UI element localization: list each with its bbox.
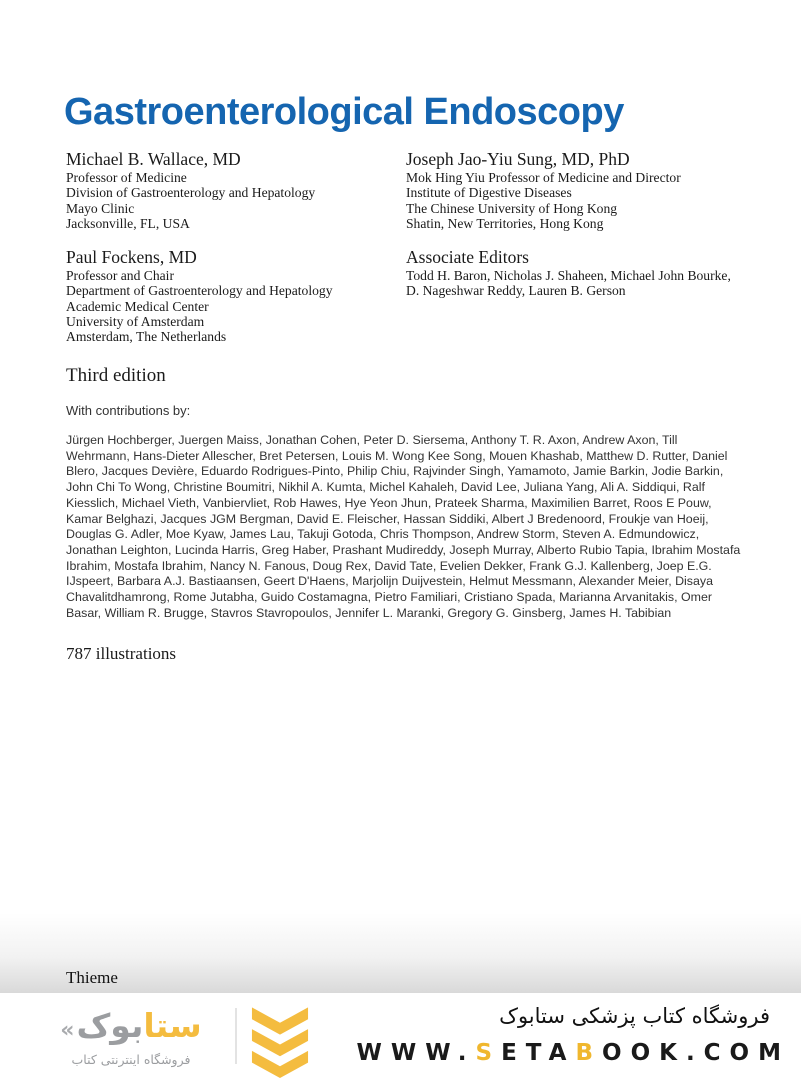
editor-detail: Shatin, New Territories, Hong Kong: [406, 215, 604, 231]
editor-detail: Mok Hing Yiu Professor of Medicine and Director: [406, 170, 681, 185]
editor-detail: Professor of Medicine: [66, 170, 187, 185]
logo-divider: [235, 1008, 237, 1064]
logo-text-yellow: ستا: [143, 1006, 202, 1045]
editor-name: Michael B. Wallace, MD: [66, 149, 241, 169]
editor-name: Paul Fockens, MD: [66, 247, 197, 267]
website-url: [357, 1040, 791, 1066]
editor-block-sung: [406, 149, 746, 231]
contributions-label: With contributions by:: [66, 403, 191, 418]
logo-text-gray: بوک: [76, 1006, 144, 1045]
editor-detail: The Chinese University of Hong Kong: [406, 200, 618, 216]
illustrations-count: 787 illustrations: [66, 644, 177, 663]
url-segment-highlight: B: [575, 1040, 603, 1066]
url-segment: ETA: [501, 1040, 576, 1066]
editor-detail: Mayo Clinic: [66, 200, 135, 216]
editor-detail: Professor and Chair: [66, 268, 174, 283]
editor-detail: University of Amsterdam: [66, 313, 205, 329]
editor-detail: Academic Medical Center: [66, 298, 209, 314]
editor-detail: Amsterdam, The Netherlands: [66, 329, 227, 345]
setabook-watermark-banner: [0, 1000, 801, 1079]
editor-name: Joseph Jao-Yiu Sung, MD, PhD: [406, 149, 630, 169]
setabook-logo-wordmark: [32, 1006, 230, 1045]
editor-detail: Division of Gastroenterology and Hepatology: [66, 185, 316, 201]
edition-label: Third edition: [66, 365, 166, 386]
associate-editors-block: [406, 247, 746, 299]
editor-detail: Department of Gastroenterology and Hepatology: [66, 283, 333, 299]
associate-editor-names: Todd H. Baron, Nicholas J. Shaheen, Michael John Bourke,: [406, 268, 731, 283]
contributors-paragraph: Jürgen Hochberger, Juergen Maiss, Jonathan Cohen, Peter D. Siersema, Anthony T. R. Axon, Andrew Axon, Till Wehrmann, Hans-Dieter Allescher, Bret Petersen, Louis M. Wong Kee Song, Mouen Khashab, Matthew D. Rutter, Daniel Blero, Jacques Devière, Eduardo Rodrigues-Pinto, Philip Chiu, Rajvinder Singh, Yamamoto, Jamie Barkin, Jodie Barkin, John Chi To Wong, Christine Boumitri, Nikhil A. Kumta, Michel Kahaleh, David Lee, Juliana Yang, Ali A. Siddiqui, Ralf Kiesslich, Michael Vieth, Vanbiervliet, Rob Hawes, Hye Yeon Jhun, Prateek Sharma, Maximilien Barret, Roos E Pouw, Kamar Belghazi, Jacques JGM Bergman, David E. Fleischer, Hassan Siddiki, Albert J Bredenoord, Froukje van Hoeij, Douglas G. Adler, Moe Kyaw, James Lau, Takuji Gotoda, Chris Thompson, Andrew Storm, Steven A. Edmundowicz, Jonathan Leighton, Lucinda Harris, Greg Haber, Prashant Mudireddy, Joseph Murray, Alberto Rubio Tapia, Ibrahim Mostafa Ibrahim, Mostafa Ibrahim, Nancy N. Fanous, Doug Rex, David Tate, Evelien Dekker, Frank G.J. Kallenberg, Joep E.G. IJspeert, Barbara A.J. Bastiaansen, Geert D'Haens, Marjolijn Duijvestein, Helmut Messmann, Alexander Meier, Disaya Chavalitdhamrong, Rome Jutabha, Guido Costamagna, Pietro Familiari, Cristiano Spada, Marianna Arvanitakis, Omer Basar, William R. Brugge, Stavros Stavropoulos, Jennifer L. Maranki, Gregory G. Ginsberg, James H. Tabibian: [66, 433, 741, 620]
editor-block-wallace: [66, 149, 406, 231]
url-segment: WWW.: [356, 1040, 476, 1066]
setabook-chevron-emblem-icon: [248, 1002, 312, 1079]
associate-editors-heading: Associate Editors: [406, 247, 529, 267]
logo-subtitle: فروشگاه اینترنتی کتاب: [71, 1052, 191, 1067]
url-segment: OOK.COM: [602, 1040, 790, 1066]
editor-block-fockens: [66, 247, 406, 344]
page-bottom-shade: [0, 913, 801, 993]
guillemet-icon: «: [60, 1018, 75, 1043]
page-title: Gastroenterological Endoscopy: [64, 91, 624, 134]
associate-editor-names: D. Nageshwar Reddy, Lauren B. Gerson: [406, 283, 626, 299]
store-name-persian: فروشگاه کتاب پزشکی ستابوک: [499, 1004, 770, 1028]
publisher-name: Thieme: [66, 968, 118, 987]
url-segment-highlight: S: [475, 1040, 502, 1066]
editor-detail: Jacksonville, FL, USA: [66, 215, 190, 231]
editor-detail: Institute of Digestive Diseases: [406, 185, 572, 201]
